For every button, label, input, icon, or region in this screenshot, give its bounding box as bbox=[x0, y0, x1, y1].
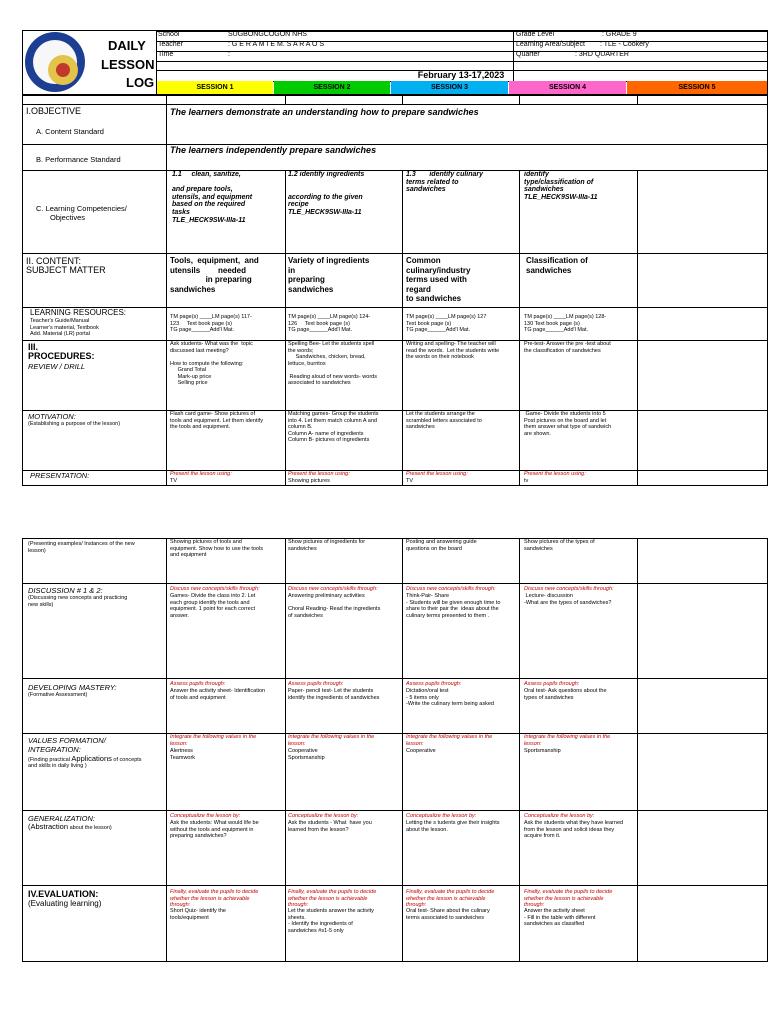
text-line: Writing and spelling- The teacher will bbox=[406, 341, 496, 347]
text-line: Showing pictures of tools and bbox=[170, 539, 242, 545]
procedures-label: III. bbox=[28, 342, 39, 352]
text-line: TG page______Add'l Mat. bbox=[288, 327, 353, 333]
comp-session-4 bbox=[524, 171, 636, 201]
title-log: LOG bbox=[126, 75, 155, 90]
presentation-session-3: TV bbox=[406, 478, 414, 484]
competencies-label: C. Learning Competencies/ bbox=[36, 204, 127, 213]
comp-session-1 bbox=[172, 171, 284, 224]
text-line: Ask students- What was the topic bbox=[170, 341, 253, 347]
session-5-header: SESSION 5 bbox=[627, 81, 767, 94]
text-line: Finally, evaluate the pupils to decide bbox=[406, 889, 495, 895]
text-line: the words; bbox=[288, 347, 314, 354]
content-session-2 bbox=[288, 256, 400, 294]
text-line: in preparing bbox=[170, 275, 252, 284]
values-session-2 bbox=[288, 748, 325, 761]
text-line: tools/equipment bbox=[170, 914, 209, 921]
text-line: - Identify the ingredients of bbox=[288, 921, 353, 927]
generalization-prompt-2: Conceptualize the lesson by: bbox=[288, 813, 359, 819]
text-line: tasks bbox=[172, 208, 190, 216]
text-line: -What are the types of sandwiches? bbox=[524, 599, 612, 606]
evaluation-prompt-3 bbox=[406, 889, 494, 909]
motivation-session-3 bbox=[406, 411, 482, 431]
text-line: Teacher's Guide/Manual bbox=[30, 318, 90, 324]
values-label: VALUES FORMATION/ bbox=[28, 736, 106, 745]
session-header-row bbox=[157, 81, 767, 94]
text-line: Classification of bbox=[526, 256, 588, 265]
values-prompt-4 bbox=[524, 734, 610, 747]
text-line: recipe bbox=[288, 201, 309, 209]
text-line: lesson) bbox=[28, 547, 46, 554]
text-line: Ask the students - What have you bbox=[288, 820, 372, 826]
school-value: SUGBONGCOGON NHS bbox=[228, 31, 307, 38]
review-session-1 bbox=[170, 341, 253, 387]
text-line: Finally, evaluate the pupils to decide bbox=[524, 889, 613, 895]
text-line: 126 Text book page (s) bbox=[288, 320, 350, 327]
examples-session-3 bbox=[406, 539, 477, 552]
text-line: Answer the activity sheet- Identification bbox=[170, 688, 266, 694]
text-line: culinary terms presented to them . bbox=[406, 612, 490, 619]
presentation-prompt-2: Present the lesson using: bbox=[288, 471, 350, 477]
text-line: Teamwork bbox=[170, 754, 196, 761]
text-line: sandwiches bbox=[170, 284, 216, 294]
session-2-header: SESSION 2 bbox=[274, 81, 390, 94]
values-prompt-3 bbox=[406, 734, 492, 747]
deped-seal-icon bbox=[25, 32, 85, 92]
text-line: Finally, evaluate the pupils to decide bbox=[288, 889, 377, 895]
text-line: Game- Divide the students into 5 bbox=[524, 411, 606, 417]
text-line: Sportsmanship bbox=[288, 754, 325, 761]
teacher-label: Teacher bbox=[158, 41, 183, 48]
text-line: sandwiches bbox=[526, 265, 572, 275]
text-line: Integrate the following values in the bbox=[170, 734, 257, 740]
text-line: answer. bbox=[170, 612, 189, 619]
resources-sublist bbox=[30, 318, 99, 338]
discussion-prompt-1: Discuss new concepts/skills through: bbox=[170, 586, 260, 592]
presentation-prompt-4: Present the lesson using: bbox=[524, 471, 586, 477]
evaluation-session-4 bbox=[524, 908, 595, 928]
content-standard-label: A. Content Standard bbox=[36, 127, 104, 136]
resources-session-3 bbox=[406, 314, 486, 334]
comp-session-3 bbox=[406, 171, 518, 194]
values-sub: (Finding practical Applications of concepts bbox=[28, 754, 142, 763]
text-line: lesson: bbox=[170, 740, 188, 747]
resources-session-1 bbox=[170, 314, 252, 334]
text-line: Choral Reading- Read the ingredients bbox=[288, 606, 381, 612]
text-line: Cooperative bbox=[406, 748, 436, 754]
evaluation-prompt-2 bbox=[288, 889, 376, 909]
text-line: Reading aloud of new words- words bbox=[288, 373, 377, 380]
content-label: II. CONTENT: bbox=[26, 256, 82, 266]
text-line: Paper- pencil test- Let the students bbox=[288, 688, 374, 694]
generalization-label: GENERALIZATION: bbox=[28, 814, 95, 823]
session-1-header: SESSION 1 bbox=[157, 81, 273, 94]
text-line: lettuce, burritos bbox=[288, 360, 326, 367]
text-line: read the words. Let the students write bbox=[406, 347, 500, 354]
teacher-value: : G E R A M I E M. S A R A O S bbox=[228, 41, 325, 48]
text-line: based on the required bbox=[172, 201, 246, 209]
text-line: to sandwiches bbox=[406, 294, 462, 303]
text-line: whether the lesson is achievable bbox=[406, 895, 486, 902]
text-line: Short Quiz- identify the bbox=[170, 908, 226, 914]
presentation-prompt-3: Present the lesson using: bbox=[406, 471, 468, 477]
text-line: Spelling Bee- Let the students spell bbox=[288, 341, 375, 347]
generalization-sub: (Abstraction about the lesson) bbox=[28, 822, 112, 831]
text-line: Letting the s tudents give their insights bbox=[406, 820, 500, 826]
comp-session-2 bbox=[288, 171, 400, 217]
values-prompt-2 bbox=[288, 734, 374, 747]
text-line: - 5 items only bbox=[406, 694, 439, 701]
motivation-session-2 bbox=[288, 411, 379, 444]
text-line: Add. Material (LR) portal bbox=[30, 331, 90, 337]
text-line: -Write the culinary term being asked bbox=[406, 701, 494, 707]
mastery-prompt-3: Assess pupils through: bbox=[406, 681, 462, 687]
generalization-session-3 bbox=[406, 820, 500, 833]
text-line: sandwiches #s1-5 only bbox=[288, 927, 344, 934]
text-line: whether the lesson is achievable bbox=[288, 895, 368, 902]
mastery-session-3 bbox=[406, 688, 494, 708]
text-line: TM page(s) ____LM page(s) 124- bbox=[288, 314, 371, 320]
text-line: through: bbox=[288, 902, 309, 908]
text-line: - Fill in the table with different bbox=[524, 914, 596, 921]
subject-matter-label: SUBJECT MATTER bbox=[26, 265, 106, 275]
text-line: and equipment bbox=[170, 552, 207, 558]
text-line: TLE_HECK9SW-IIIa-11 bbox=[172, 216, 246, 224]
text-line: associated to sandwiches bbox=[288, 380, 351, 386]
text-line: Learner's material, Textbook bbox=[30, 324, 99, 331]
text-line: whether the lesson is achievable bbox=[524, 895, 604, 902]
text-line bbox=[288, 179, 400, 187]
mastery-prompt-4: Assess pupils through: bbox=[524, 681, 580, 687]
text-line: Show pictures of ingredients for bbox=[288, 539, 366, 545]
text-line: of sandwiches bbox=[288, 612, 323, 619]
discussion-prompt-3: Discuss new concepts/skills through: bbox=[406, 586, 496, 592]
resources-session-4 bbox=[524, 314, 606, 334]
text-line: - Students will be given enough time to bbox=[406, 599, 501, 606]
grade-value: : GRADE 9 bbox=[602, 31, 637, 38]
text-line: Show pictures of the types of bbox=[524, 539, 595, 545]
text-line: preparing sandwiches? bbox=[170, 833, 227, 839]
text-line: terms used with bbox=[406, 275, 467, 284]
content-standard-text: The learners demonstrate an understanding how to prepare sandwiches bbox=[170, 107, 479, 117]
examples-session-4 bbox=[524, 539, 595, 552]
text-line: the classification of sandwiches bbox=[524, 347, 601, 354]
mastery-prompt-1: Assess pupils through: bbox=[170, 681, 226, 687]
text-line: the tools and equipment. bbox=[170, 424, 231, 430]
resources-session-2 bbox=[288, 314, 370, 334]
evaluation-session-2 bbox=[288, 908, 374, 934]
evaluation-session-1 bbox=[170, 908, 226, 921]
mastery-label: DEVELOPING MASTERY: bbox=[28, 683, 117, 692]
text-line: from the lesson and solicit ideas they bbox=[524, 826, 615, 833]
discussion-session-1 bbox=[170, 593, 255, 619]
title-lesson: LESSON bbox=[101, 57, 155, 72]
motivation-label: MOTIVATION: bbox=[28, 412, 76, 421]
text-line: learned from the lesson? bbox=[288, 826, 349, 833]
lesson-grid-page-2 bbox=[22, 538, 768, 962]
generalization-prompt-3: Conceptualize the lesson by: bbox=[406, 813, 477, 819]
evaluation-session-3 bbox=[406, 908, 490, 921]
text-line: sheets. bbox=[288, 914, 306, 921]
text-line: discussed last meeting? bbox=[170, 347, 229, 354]
values-prompt-1 bbox=[170, 734, 256, 747]
text-line: Integrate the following values in the bbox=[524, 734, 611, 740]
text-line: questions on the board bbox=[406, 545, 462, 552]
text-line: through: bbox=[170, 902, 191, 908]
text-line: (Discussing new concepts and practicing bbox=[28, 595, 128, 601]
mastery-session-4 bbox=[524, 688, 607, 701]
discussion-prompt-2: Discuss new concepts/skills through: bbox=[288, 586, 378, 592]
mastery-prompt-2: Assess pupils through: bbox=[288, 681, 344, 687]
text-line: whether the lesson is achievable bbox=[170, 895, 250, 902]
text-line: Alertness bbox=[170, 748, 193, 754]
text-line: TLE_HECK9SW-IIIa-11 bbox=[524, 193, 598, 201]
text-line: acquire from it. bbox=[524, 833, 561, 839]
text-line: and prepare tools, bbox=[172, 186, 233, 194]
values-session-3 bbox=[406, 748, 436, 755]
title-daily: DAILY bbox=[108, 38, 146, 53]
text-line: Ask the students: What would life be bbox=[170, 820, 259, 826]
presentation-session-4: tv bbox=[524, 478, 529, 484]
text-line: Finally, evaluate the pupils to decide bbox=[170, 889, 259, 895]
text-line: 1.3 identify culinary bbox=[406, 171, 484, 178]
evaluation-label: IV.EVALUATION: bbox=[28, 889, 99, 899]
text-line: Mark-up price bbox=[170, 373, 212, 380]
text-line: Cooperative bbox=[288, 748, 318, 754]
text-line bbox=[172, 179, 284, 187]
review-session-2 bbox=[288, 341, 377, 387]
text-line: Matching games- Group the students bbox=[288, 411, 379, 417]
text-line: utensils, and equipment bbox=[172, 193, 253, 201]
text-line bbox=[288, 186, 400, 194]
objective-label: I.OBJECTIVE bbox=[26, 106, 82, 116]
text-line: How to compute the following: bbox=[170, 360, 244, 367]
discussion-prompt-4: Discuss new concepts/skills through: bbox=[524, 586, 614, 592]
text-line: Games- Divide the class into 2. Let bbox=[170, 593, 256, 599]
text-line: Let the students answer the activity bbox=[288, 908, 374, 914]
quarter-label: Quarter bbox=[516, 51, 540, 58]
text-line: lesson: bbox=[524, 740, 542, 747]
text-line: Think-Pair- Share bbox=[406, 593, 450, 599]
examples-session-2 bbox=[288, 539, 365, 552]
presentation-prompt-1: Present the lesson using: bbox=[170, 471, 232, 477]
text-line: (Presenting examples/ Instances of the new bbox=[28, 541, 135, 547]
text-line: equipment. 1 point for each correct bbox=[170, 606, 255, 612]
text-line: sandwiches bbox=[524, 186, 564, 194]
text-line: sandwiches bbox=[288, 545, 317, 552]
discussion-session-2 bbox=[288, 593, 380, 619]
text-line: Sandwiches, chicken, bread, bbox=[288, 354, 366, 360]
text-line: new skills) bbox=[28, 601, 54, 608]
text-line: Post pictures on the board and let bbox=[524, 417, 607, 424]
text-line: Common bbox=[406, 256, 441, 265]
evaluation-prompt-1 bbox=[170, 889, 258, 909]
values-session-1 bbox=[170, 748, 195, 761]
text-line: Selling price bbox=[170, 380, 208, 386]
text-line: Ask the students what they have learned bbox=[524, 820, 624, 826]
text-line: share to their pair the ideas about the bbox=[406, 606, 499, 612]
time-value: : bbox=[228, 51, 230, 58]
generalization-session-4 bbox=[524, 820, 623, 840]
text-line: terms associated to sandwiches bbox=[406, 914, 484, 921]
mastery-sub: (Formative Assessment) bbox=[28, 692, 88, 698]
mastery-session-2 bbox=[288, 688, 379, 701]
text-line: them answer what type of sandwich bbox=[524, 424, 612, 430]
text-line: Tools, equipment, and bbox=[170, 256, 259, 265]
school-label: School bbox=[158, 31, 180, 38]
text-line: Dictation/oral test bbox=[406, 688, 449, 694]
text-line: Text book page (s) bbox=[406, 320, 452, 327]
motivation-session-4 bbox=[524, 411, 611, 437]
discussion-session-3 bbox=[406, 593, 500, 619]
text-line: 1.2 identify ingredients bbox=[288, 171, 365, 178]
text-line: regard bbox=[406, 284, 431, 294]
text-line: 123 Text book page (s) bbox=[170, 320, 232, 327]
text-line: culinary/industry bbox=[406, 265, 471, 275]
grade-label: Grade Level bbox=[516, 31, 555, 38]
text-line: according to the given bbox=[288, 193, 363, 201]
text-line: lesson: bbox=[288, 740, 306, 747]
text-line: the words on their notebook bbox=[406, 354, 474, 360]
review-session-3 bbox=[406, 341, 499, 361]
text-line: Lecture- discussion bbox=[524, 593, 573, 599]
procedures-label-2: PROCEDURES: bbox=[28, 351, 95, 361]
text-line: preparing bbox=[288, 275, 325, 284]
text-line: without the tools and equipment in bbox=[170, 826, 254, 833]
text-line: 1.1 clean, sanitize, bbox=[172, 171, 241, 178]
generalization-session-1 bbox=[170, 820, 259, 840]
text-line: each group identify the tools and bbox=[170, 599, 250, 606]
text-line: into 4. Let them match column A and bbox=[288, 417, 377, 424]
text-line: column B. bbox=[288, 424, 313, 430]
text-line: through: bbox=[524, 902, 545, 908]
quarter-value: : 3RD QUARTER bbox=[575, 51, 629, 58]
text-line: identify the ingredients of sandwiches bbox=[288, 694, 380, 701]
text-line: of tools and equipment bbox=[170, 694, 226, 701]
text-line: through: bbox=[406, 902, 427, 908]
text-line: Oral test- Share about the culinary bbox=[406, 908, 490, 914]
text-line: in bbox=[288, 265, 296, 275]
mastery-session-1 bbox=[170, 688, 265, 701]
time-label: Time bbox=[158, 51, 174, 58]
session-4-header: SESSION 4 bbox=[509, 81, 626, 94]
session-3-header: SESSION 3 bbox=[391, 81, 508, 94]
text-line: TLE_HECK9SW-IIIa-11 bbox=[288, 208, 362, 216]
date-range: February 13-17,2023 bbox=[417, 70, 505, 80]
text-line: scrambled letters associated to bbox=[406, 417, 482, 424]
text-line: TG page______Add'l Mat. bbox=[524, 327, 589, 333]
performance-standard-label: B. Performance Standard bbox=[36, 155, 121, 164]
examples-session-1 bbox=[170, 539, 263, 559]
text-line: about the lesson. bbox=[406, 826, 448, 833]
text-line: sandwiches bbox=[406, 186, 446, 194]
examples-label bbox=[28, 541, 135, 554]
text-line: Answer the activity sheet bbox=[524, 908, 585, 914]
performance-standard-text: The learners independently prepare sandwiches bbox=[170, 145, 377, 155]
text-line: TM page(s) ____LM page(s) 127 bbox=[406, 314, 487, 320]
content-session-1 bbox=[170, 256, 282, 294]
text-line: Pre-test- Answer the pre -test about bbox=[524, 341, 611, 347]
integration-label: INTEGRATION: bbox=[28, 745, 81, 754]
text-line: utensils needed bbox=[170, 265, 247, 275]
motivation-session-1 bbox=[170, 411, 263, 431]
discussion-session-4 bbox=[524, 593, 611, 606]
text-line: equipment. Show how to use the tools bbox=[170, 545, 263, 552]
text-line: TM page(s) ____LM page(s) 117- bbox=[170, 314, 252, 320]
review-drill-label: REVIEW / DRILL bbox=[28, 362, 86, 371]
text-line: sandwiches bbox=[288, 284, 334, 294]
generalization-session-2 bbox=[288, 820, 372, 833]
generalization-prompt-1: Conceptualize the lesson by: bbox=[170, 813, 241, 819]
text-line: Variety of ingredients bbox=[288, 256, 370, 265]
text-line: are shown. bbox=[524, 430, 551, 437]
text-line: identify bbox=[524, 171, 549, 178]
text-line: Oral test- Ask questions about the bbox=[524, 688, 607, 694]
evaluation-prompt-4 bbox=[524, 889, 612, 909]
presentation-label: PRESENTATION: bbox=[30, 471, 90, 480]
evaluation-sub: (Evaluating learning) bbox=[28, 899, 102, 908]
discussion-label: DISCUSSION # 1 & 2: bbox=[28, 586, 103, 595]
text-line: Posting and answering guide bbox=[406, 539, 477, 545]
text-line: TG page______Add'l Mat. bbox=[170, 327, 235, 333]
text-line: Column B- pictures of ingredients bbox=[288, 437, 370, 443]
text-line: Grand Total bbox=[170, 367, 206, 373]
text-line: Integrate the following values in the bbox=[288, 734, 375, 740]
text-line: Sportsmanship bbox=[524, 748, 561, 754]
text-line: Answering preliminary activities bbox=[288, 593, 365, 599]
content-session-3 bbox=[406, 256, 518, 304]
content-session-4 bbox=[526, 256, 638, 275]
values-session-4 bbox=[524, 748, 561, 755]
text-line: TM page(s) ____LM page(s) 128- bbox=[524, 314, 607, 320]
text-line: Flash card game- Show pictures of bbox=[170, 411, 255, 417]
generalization-prompt-4: Conceptualize the lesson by: bbox=[524, 813, 595, 819]
review-session-4 bbox=[524, 341, 611, 354]
text-line: TG page______Add'l Mat. bbox=[406, 327, 471, 333]
area-value: : TLE - Cookery bbox=[600, 41, 649, 48]
text-line: 130 Text book page (s) bbox=[524, 320, 580, 327]
discussion-sub bbox=[28, 595, 127, 608]
text-line: lesson: bbox=[406, 740, 424, 747]
text-line: sandwiches bbox=[406, 424, 435, 430]
presentation-session-2: Showing pictures bbox=[288, 478, 330, 484]
text-line: type/classification of bbox=[524, 178, 594, 186]
text-line: tools and equipment. Let them identify bbox=[170, 417, 263, 424]
text-line: sandwiches as classified bbox=[524, 921, 585, 927]
text-line: Integrate the following values in the bbox=[406, 734, 493, 740]
motivation-sub: (Establishing a purpose of the lesson) bbox=[28, 421, 121, 427]
text-line: terms related to bbox=[406, 178, 459, 186]
resources-label: LEARNING RESOURCES: bbox=[30, 308, 127, 317]
values-sub-3: and skills in daily living ) bbox=[28, 763, 87, 769]
daily-lesson-log-page-2 bbox=[0, 520, 768, 1024]
text-line: Let the students arrange the bbox=[406, 411, 475, 417]
text-line: Column A- name of ingredients bbox=[288, 430, 364, 437]
text-line: sandwiches bbox=[524, 545, 553, 552]
text-line: types of sandwiches bbox=[524, 694, 574, 701]
presentation-session-1: TV bbox=[170, 478, 178, 484]
competencies-label-2: Objectives bbox=[50, 213, 86, 222]
area-label: Learning Area/Subject bbox=[516, 41, 585, 48]
